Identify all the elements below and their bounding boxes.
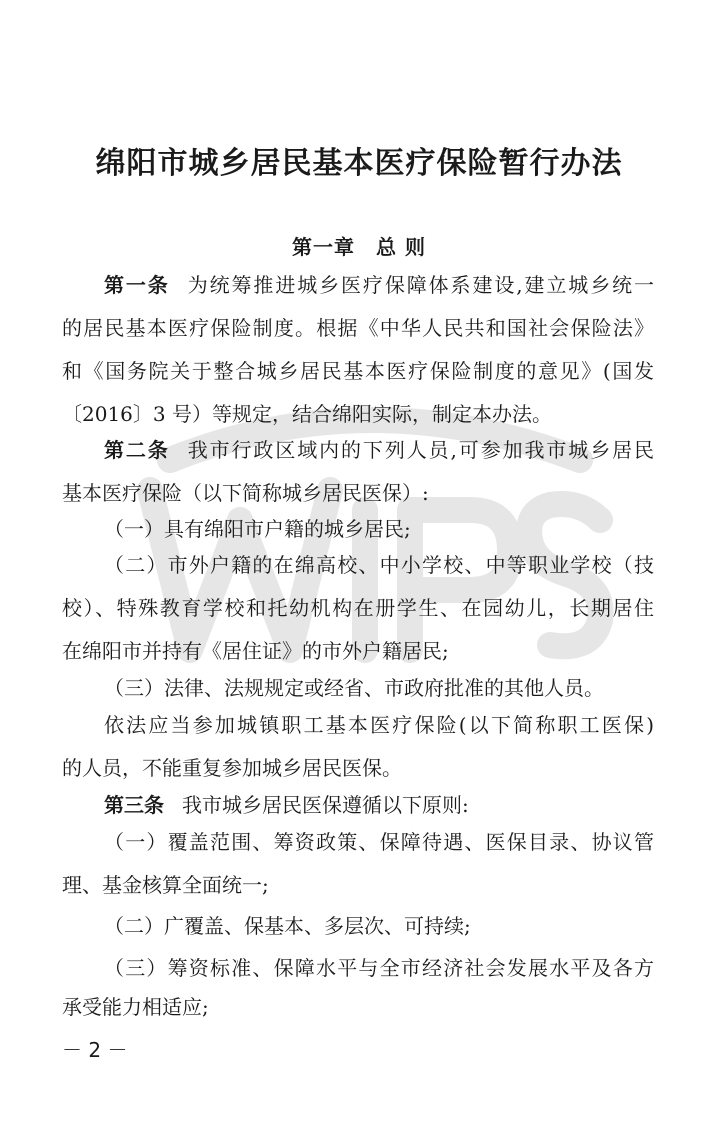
body-line: 〔2016〕3 号）等规定，结合绵阳实际，制定本办法。 <box>62 402 552 426</box>
article-3-text: 我市城乡居民医保遵循以下原则: <box>182 793 469 817</box>
list-item: （一）具有绵阳市户籍的城乡居民; <box>104 517 411 541</box>
body-line: 依法应当参加城镇职工基本医疗保险(以下简称职工医保) <box>104 713 654 737</box>
article-1-line-1 <box>104 272 654 298</box>
article-2-line-1 <box>104 437 654 463</box>
list-item: （三）筹资标准、保障水平与全市经济社会发展水平及各方 <box>104 956 654 980</box>
body-line: 理、基金核算全面统一; <box>62 873 269 897</box>
document-title: 绵阳市城乡居民基本医疗保险暂行办法 <box>95 146 623 181</box>
list-item: （二）广覆盖、保基本、多层次、可持续; <box>104 914 471 938</box>
article-2-label: 第二条 <box>104 438 170 462</box>
list-item: （二）市外户籍的在绵高校、中小学校、中等职业学校（技 <box>104 553 654 577</box>
article-1-text: 为统筹推进城乡医疗保障体系建设,建立城乡统一 <box>187 273 655 297</box>
list-item: （三）法律、法规规定或经省、市政府批准的其他人员。 <box>104 676 604 700</box>
body-line: 和《国务院关于整合城乡居民基本医疗保险制度的意见》(国发 <box>62 359 654 383</box>
page-number: － 2 － <box>62 1038 128 1062</box>
article-1-label: 第一条 <box>104 273 170 297</box>
article-2-text: 我市行政区域内的下列人员,可参加我市城乡居民 <box>187 438 655 462</box>
body-line: 承受能力相适应; <box>62 995 209 1019</box>
list-item: （一）覆盖范围、筹资政策、保障待遇、医保目录、协议管 <box>104 830 654 854</box>
article-3-label: 第三条 <box>104 793 164 817</box>
body-line: 基本医疗保险（以下简称城乡居民医保）: <box>62 481 429 505</box>
body-line: 校）、特殊教育学校和托幼机构在册学生、在园幼儿，长期居住 <box>62 596 654 620</box>
body-line: 的居民基本医疗保险制度。根据《中华人民共和国社会保险法》 <box>62 316 654 340</box>
body-line: 在绵阳市并持有《居住证》的市外户籍居民; <box>62 639 449 663</box>
chapter-heading: 第一章 总 则 <box>292 235 426 259</box>
article-3-line-1 <box>104 792 654 818</box>
body-line: 的人员，不能重复参加城乡居民医保。 <box>62 756 402 780</box>
